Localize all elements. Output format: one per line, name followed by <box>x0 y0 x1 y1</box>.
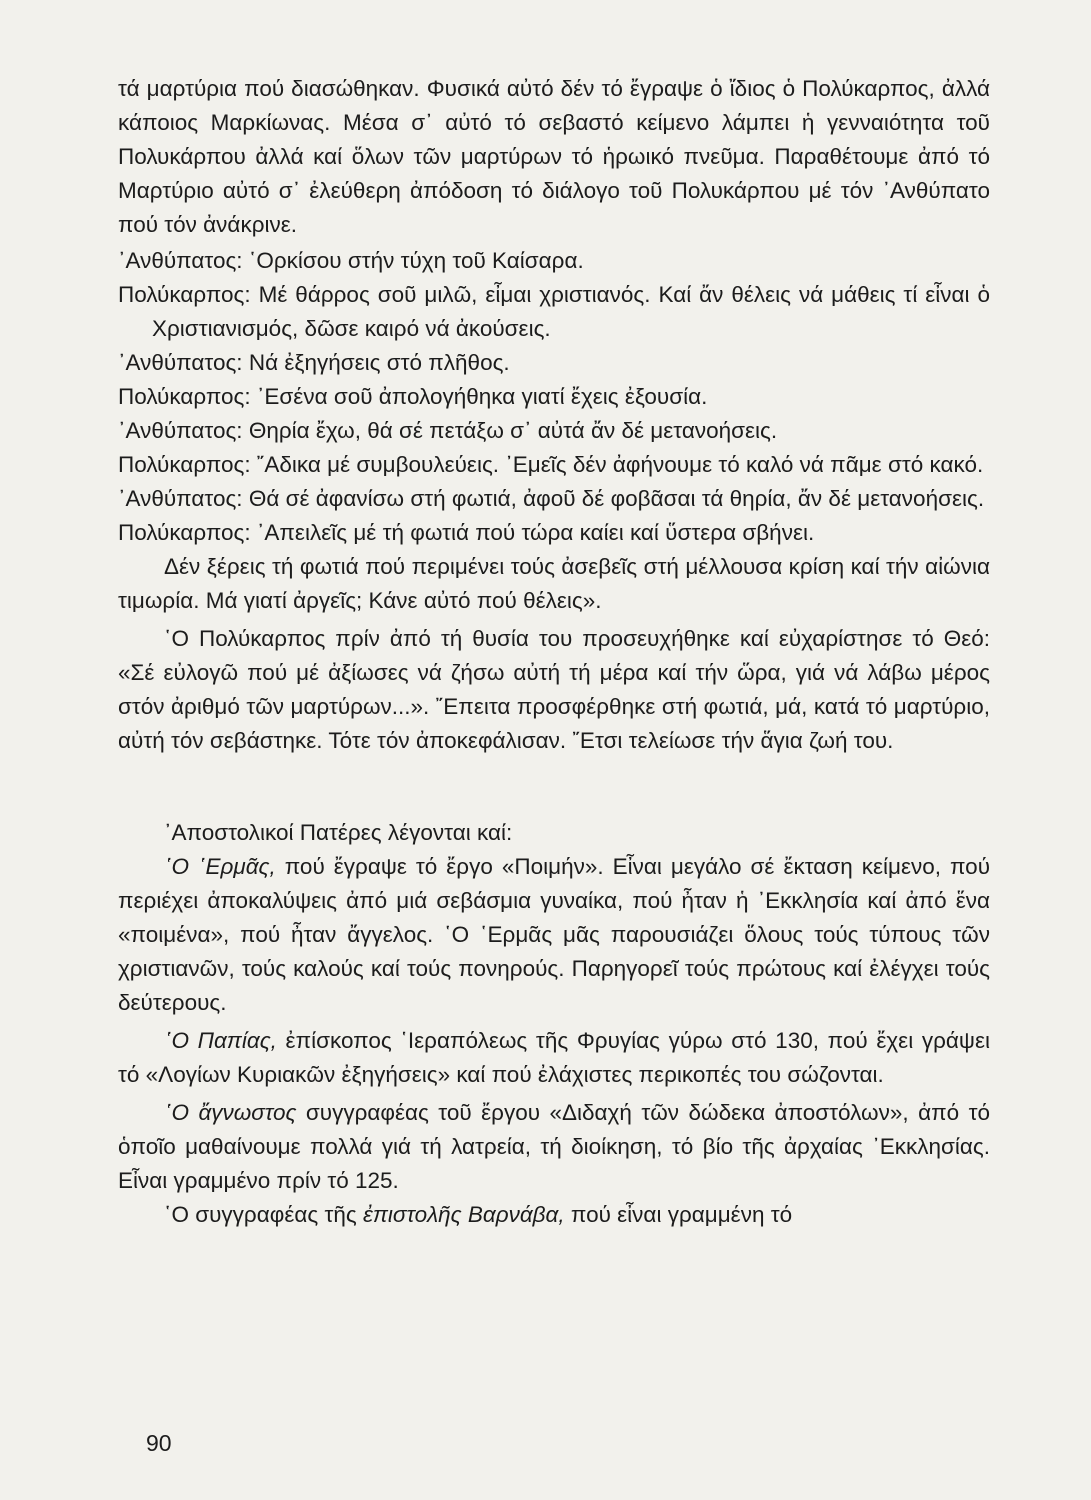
dialogue-line <box>118 516 990 550</box>
line-text: Νά ἐξηγήσεις στό πλῆθος. <box>248 350 510 375</box>
speaker: ᾽Ανθύπατος: <box>118 248 243 273</box>
dialogue-line <box>118 346 990 380</box>
page-number: 90 <box>146 1430 172 1456</box>
line-text: ᾽Απειλεῖς μέ τή φωτιά πού τώρα καίει καί ὕστερα σβήνει. <box>256 520 815 545</box>
line-text: Μέ θάρρος σοῦ μιλῶ, εἶμαι χριστιανός. Καί ἄν θέλεις νά μάθεις τί εἶναι ὁ Χριστιανισμός, δῶσε καιρό νά ἀκούσεις. <box>152 282 990 341</box>
didache-paragraph <box>118 1096 990 1198</box>
papias-name: ῾Ο Παπίας, <box>164 1028 277 1053</box>
barnabas-prefix: ῾Ο συγγραφέας τῆς <box>164 1202 363 1227</box>
hermas-paragraph <box>118 850 990 1020</box>
prayer-paragraph: ῾Ο Πολύκαρπος πρίν ἀπό τή θυσία του προσευχήθηκε καί εὐχαρίστησε τό Θεό: «Σέ εὐλογῶ πού μέ ἀξίωσες νά ζήσω αὐτή τή μέρα καί τήν ὥρα, γιά νά λάβω μέρος στόν ἀριθμό τῶν μαρτύρων...». ῎Επειτα προσφέρθηκε στή φωτιά, μά, κατά τό μαρτύριο, αὐτή τόν σεβάστηκε. Τότε τόν ἀποκεφάλισαν. ῎Ετσι τελείωσε τήν ἅγια ζωή του. <box>118 626 990 753</box>
line-text: ῎Αδικα μέ συμβουλεύεις. ᾽Εμεῖς δέν ἀφήνουμε τό καλό νά πᾶμε στό κακό. <box>256 452 984 477</box>
speaker: ᾽Ανθύπατος: <box>118 350 243 375</box>
speaker: ᾽Ανθύπατος: <box>118 486 243 511</box>
speaker: ᾽Ανθύπατος: <box>118 418 243 443</box>
opening-paragraph: τά μαρτύρια πού διασώθηκαν. Φυσικά αὐτό δέν τό ἔγραψε ὁ ἴδιος ὁ Πολύκαρπος, ἀλλά κάποιος Μαρκίωνας. Μέσα σ᾽ αὐτό τό σεβαστό κείμενο λάμπει ἡ γενναιότητα τοῦ Πολυκάρπου ἀλλά καί ὅλων τῶν μαρτύρων τό ἡρωικό πνεῦμα. Παραθέτουμε ἀπό τό Μαρτύριο αὐτό σ᾽ ἐλεύθερη ἀπόδοση τό διάλογο τοῦ Πολυκάρπου μέ τόν ᾽Ανθύπατο πού τόν ἀνάκρινε. <box>118 76 990 237</box>
barnabas-paragraph <box>118 1198 990 1232</box>
speaker: Πολύκαρπος: <box>118 452 251 477</box>
line-text: ᾽Εσένα σοῦ ἀπολογήθηκα γιατί ἔχεις ἐξουσία. <box>256 384 708 409</box>
papias-paragraph <box>118 1024 990 1092</box>
fathers-intro: ᾽Αποστολικοί Πατέρες λέγονται καί: <box>164 820 513 845</box>
unknown-name: ῾Ο ἄγνωστος <box>164 1100 297 1125</box>
line-text: Θά σέ ἀφανίσω στή φωτιά, ἀφοῦ δέ φοβᾶσαι τά θηρία, ἄν δέ μετανοήσεις. <box>248 486 985 511</box>
dialogue-line <box>118 278 990 346</box>
papias-text: ἐπίσκοπος ῾Ιεραπόλεως τῆς Φρυγίας γύρω στό 130, πού ἔχει γράψει τό «Λογίων Κυριακῶν ἐξηγήσεις» καί πού ἐλάχιστες περικοπές του σώζονται. <box>118 1028 990 1087</box>
body-text <box>118 72 990 1232</box>
line-text: Θηρία ἔχω, θά σέ πετάξω σ᾽ αὐτά ἄν δέ μετανοήσεις. <box>248 418 778 443</box>
hermas-name: ῾Ο ῾Ερμᾶς, <box>164 854 276 879</box>
barnabas-name: ἐπιστολῆς Βαρνάβα, <box>362 1202 565 1227</box>
line-text: ῾Ορκίσου στήν τύχη τοῦ Καίσαρα. <box>248 248 584 273</box>
speaker: Πολύκαρπος: <box>118 520 251 545</box>
speaker: Πολύκαρπος: <box>118 384 251 409</box>
hermas-text: πού ἔγραψε τό ἔργο «Ποιμήν». Εἶναι μεγάλο σέ ἔκταση κείμενο, πού περιέχει ἀποκαλύψεις ἀπό μιά σεβάσμια γυναίκα, πού ἦταν ἡ ᾽Εκκλησία καί ἀπό ἕνα «ποιμένα», πού ἦταν ἄγγελος. ῾Ο ῾Ερμᾶς μᾶς παρουσιάζει ὅλους τούς τύπους τῶν χριστιανῶν, τούς καλούς καί τούς πονηρούς. Παρηγορεῖ τούς πρώτους καί ἐλέγχει τούς δεύτερους. <box>118 854 990 1015</box>
unknown-text: συγγραφέας τοῦ ἔργου «Διδαχή τῶν δώδεκα ἀποστόλων», ἀπό τό ὁποῖο μαθαίνουμε πολλά γιά τή λατρεία, τή διοίκηση, τό βίο τῆς ἀρχαίας ᾽Εκκλησίας. Εἶναι γραμμένο πρίν τό 125. <box>118 1100 990 1193</box>
dialogue-line <box>118 380 990 414</box>
dialogue-line <box>118 244 990 278</box>
speaker: Πολύκαρπος: <box>118 282 251 307</box>
dialogue-continuation: Δέν ξέρεις τή φωτιά πού περιμένει τούς ἀσεβεῖς στή μέλλουσα κρίση καί τήν αἰώνια τιμωρία. Μά γιατί ἀργεῖς; Κάνε αὐτό πού θέλεις». <box>118 554 990 613</box>
barnabas-text: πού εἶναι γραμμένη τό <box>564 1202 793 1227</box>
section-gap <box>118 758 990 816</box>
dialogue-line <box>118 448 990 482</box>
dialogue-line <box>118 482 990 516</box>
dialogue-line <box>118 414 990 448</box>
dialogue <box>118 244 990 618</box>
